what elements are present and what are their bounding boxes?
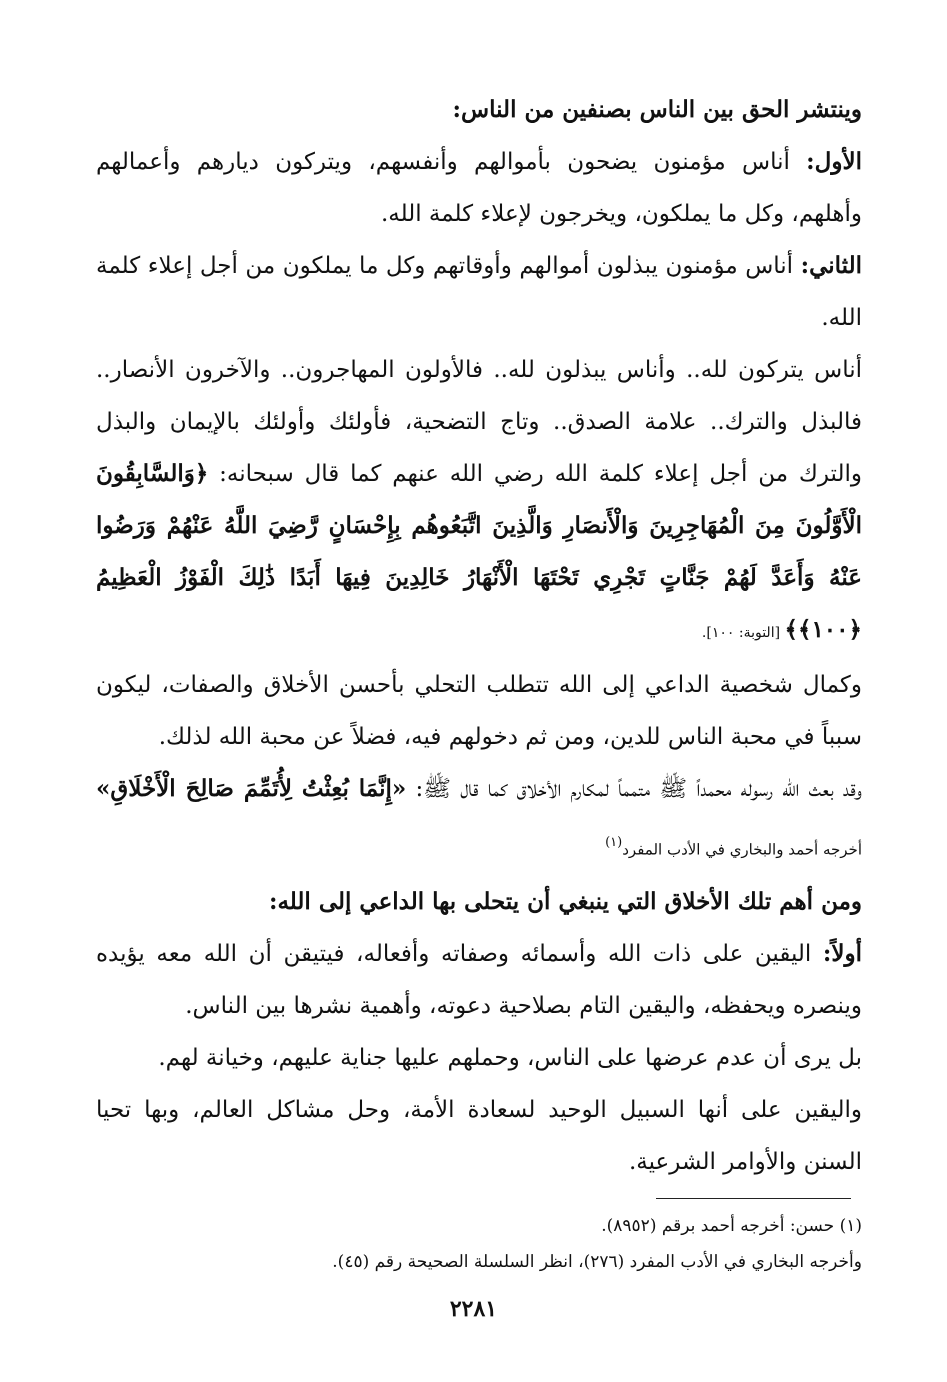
quran-reference: [التوبة: ١٠٠]. [701, 625, 785, 641]
footnote-marker[interactable]: (١) [605, 835, 623, 850]
paragraph-fourth [96, 659, 862, 763]
paragraph-heading [96, 876, 862, 928]
paragraph-third [96, 344, 862, 659]
first-quality-paragraph [96, 928, 862, 1032]
page-number: ٢٢٨١ [449, 1296, 498, 1322]
second-paragraph [96, 240, 862, 344]
paragraph-first [96, 136, 862, 240]
section-heading: ومن أهم تلك الأخلاق التي ينبغي أن يتحلى بها الداعي إلى الله: [268, 887, 862, 915]
footnote-separator [656, 1198, 851, 1199]
footnote-1: (١) حسن: أخرجه أحمد برقم (٨٩٥٢). [601, 1216, 862, 1236]
hadith-reference: أخرجه أحمد والبخاري في الأدب المفرد [622, 840, 862, 859]
second-label: الثاني: [800, 252, 862, 279]
second-text: أناس مؤمنون يبذلون أموالهم وأوقاتهم وكل ما يملكون من أجل إعلاء كلمة الله. [96, 253, 862, 331]
paragraph-eighth [96, 1032, 862, 1084]
hadith-text: «إِنَّمَا بُعِثْتُ لِأُتَمِّمَ صَالِحَ الْأَخْلَاقِ» [96, 775, 407, 802]
paragraph-intro [96, 84, 862, 136]
first-quality-label: أولاً: [822, 939, 862, 967]
paragraph-second [96, 240, 862, 344]
eighth-text: بل يرى أن عدم عرضها على الناس، وحملهم عليها جناية عليهم، وخيانة لهم. [158, 1044, 862, 1071]
fifth-text: وقد بعث الله رسوله محمداً ﷺ متمماً لمكارم الأخلاق كما قال ﷺ: [406, 776, 862, 802]
first-paragraph [96, 136, 862, 240]
third-paragraph [96, 344, 862, 659]
third-text: أناس يتركون لله.. وأناس يبذلون لله.. فالأولون المهاجرون.. والآخرون الأنصار.. فالبذل والترك.. علامة الصدق.. وتاج التضحية، فأولئك وأولئك بالإيمان والبذل والترك من أجل إعلاء كلمة الله رضي الله عنهم كما قال سبحانه: [96, 357, 862, 487]
paragraph-ninth [96, 1084, 862, 1188]
footnotes [96, 1208, 862, 1280]
footnote-2: وأخرجه البخاري في الأدب المفرد (٢٧٦)، انظر السلسلة الصحيحة رقم (٤٥). [332, 1252, 862, 1272]
fifth-paragraph [96, 763, 862, 876]
fourth-text: وكمال شخصية الداعي إلى الله تتطلب التحلي بأحسن الأخلاق والصفات، ليكون سبباً في محبة الناس للدين، ومن ثم دخولهم فيه، فضلاً عن محبة الله لذلك. [96, 672, 862, 750]
first-label: الأول: [806, 148, 862, 175]
paragraph-fifth [96, 763, 862, 876]
quran-verse: ﴿وَالسَّابِقُونَ الْأَوَّلُونَ مِنَ الْمُهَاجِرِينَ وَالْأَنصَارِ وَالَّذِينَ اتَّبَعُوهُم بِإِحْسَانٍ رَّضِيَ اللَّهُ عَنْهُمْ وَرَضُوا عَنْهُ وَأَعَدَّ لَهُمْ جَنَّاتٍ تَجْرِي تَحْتَهَا الْأَنْهَارُ خَالِدِينَ فِيهَا أَبَدًا ذَٰلِكَ الْفَوْزُ الْعَظِيمُ ﴿١٠٠﴾﴾ [96, 460, 862, 643]
page-body [96, 84, 862, 1188]
first-quality-text: اليقين على ذات الله وأسمائه وصفاته وأفعاله، فيتيقن أن الله معه يؤيده وينصره ويحفظه، واليقين التام بصلاحية دعوته، وأهمية نشرها بين الناس. [96, 940, 862, 1019]
intro-text: وينتشر الحق بين الناس بصنفين من الناس: [452, 96, 862, 123]
ninth-text: واليقين على أنها السبيل الوحيد لسعادة الأمة، وحل مشاكل العالم، وبها تحيا السنن والأوامر الشرعية. [96, 1096, 862, 1175]
paragraph-first-quality [96, 928, 862, 1032]
first-text: أناس مؤمنون يضحون بأموالهم وأنفسهم، ويتركون ديارهم وأعمالهم وأهلهم، وكل ما يملكون، ويخرجون لإعلاء كلمة الله. [96, 149, 862, 227]
